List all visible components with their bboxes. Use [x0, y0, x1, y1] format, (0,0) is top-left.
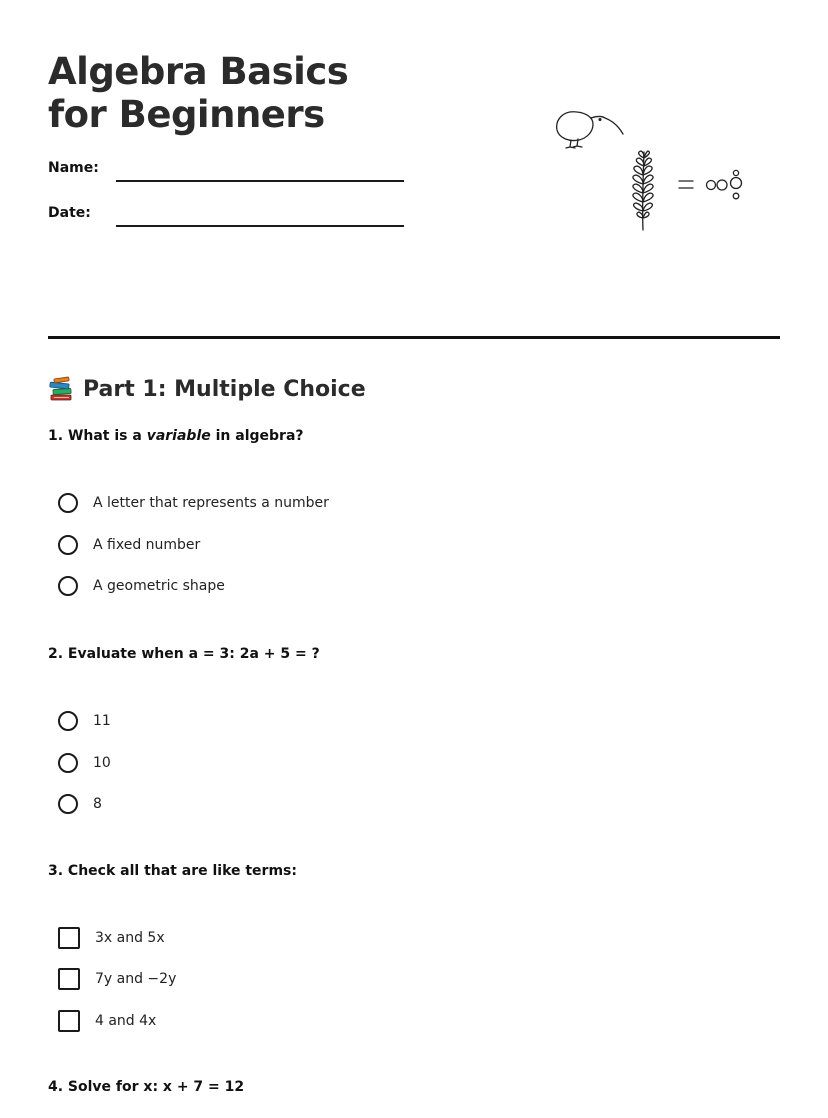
question-1-suffix: in algebra?	[215, 428, 304, 444]
option-label: A fixed number	[93, 537, 201, 553]
question-3: 3. Check all that are like terms:	[48, 863, 297, 879]
question-3-option-3[interactable]	[58, 1009, 156, 1033]
fern-icon	[633, 151, 653, 230]
question-1-option-3[interactable]	[58, 574, 225, 598]
name-line[interactable]	[116, 180, 404, 182]
question-1-emphasis: variable	[146, 428, 211, 444]
checkbox[interactable]	[58, 1010, 80, 1032]
option-label: 7y and −2y	[95, 971, 177, 987]
question-1-prefix: What is a	[67, 428, 142, 444]
circles-icon	[707, 170, 742, 198]
radio-button[interactable]	[58, 753, 78, 773]
name-label: Name:	[48, 160, 99, 176]
radio-button[interactable]	[58, 535, 78, 555]
question-2-option-1[interactable]	[58, 709, 111, 733]
date-field-row	[48, 204, 408, 228]
option-label: A letter that represents a number	[93, 495, 329, 511]
section-title-text: Part 1: Multiple Choice	[83, 376, 366, 402]
kiwi-bird-icon	[557, 112, 623, 148]
equals-icon	[679, 181, 693, 188]
section-title	[48, 372, 366, 406]
option-label: 8	[93, 796, 102, 812]
checkbox[interactable]	[58, 927, 80, 949]
question-1-number: 1.	[48, 428, 64, 444]
date-line[interactable]	[116, 225, 404, 227]
date-label: Date:	[48, 205, 91, 221]
question-1	[48, 428, 304, 444]
question-3-option-1[interactable]	[58, 926, 165, 950]
radio-button[interactable]	[58, 794, 78, 814]
question-1-option-1[interactable]	[58, 491, 329, 515]
radio-button[interactable]	[58, 493, 78, 513]
header-illustration	[545, 100, 765, 240]
radio-button[interactable]	[58, 711, 78, 731]
checkbox[interactable]	[58, 968, 80, 990]
page-title: Algebra Basics for Beginners	[48, 50, 349, 136]
question-2-option-3[interactable]	[58, 792, 102, 816]
books-icon	[48, 376, 74, 402]
question-3-option-2[interactable]	[58, 967, 176, 991]
question-2-option-2[interactable]	[58, 751, 111, 775]
question-2: 2. Evaluate when a = 3: 2a + 5 = ?	[48, 646, 320, 662]
option-label: 3x and 5x	[95, 930, 165, 946]
option-label: 4 and 4x	[95, 1013, 157, 1029]
question-1-option-2[interactable]	[58, 533, 200, 557]
section-divider	[48, 336, 780, 339]
radio-button[interactable]	[58, 576, 78, 596]
question-4: 4. Solve for x: x + 7 = 12	[48, 1079, 245, 1095]
option-label: A geometric shape	[93, 578, 225, 594]
option-label: 11	[93, 713, 111, 729]
name-field-row	[48, 159, 408, 183]
option-label: 10	[93, 755, 111, 771]
